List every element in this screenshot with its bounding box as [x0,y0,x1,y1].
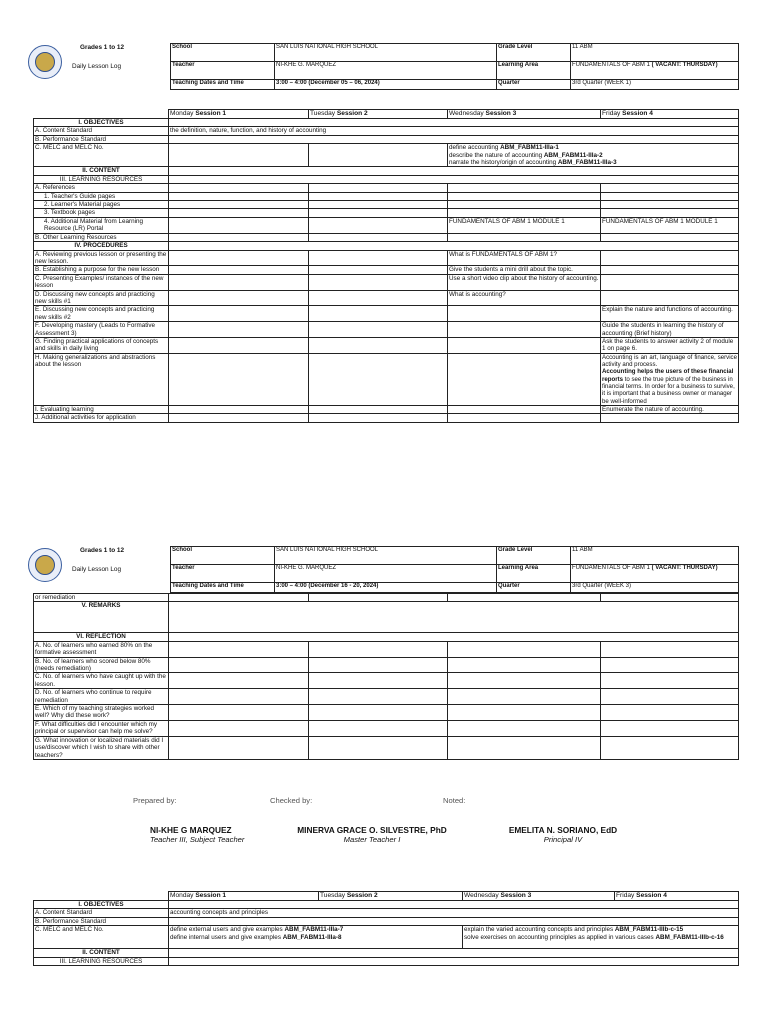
textbook-pages-label: 3. Textbook pages [34,209,169,217]
header-block-1 [24,43,738,87]
proc-f-fri: Guide the students in learning the history of accounting (Brief history) [601,322,739,338]
proc-i-label: I. Evaluating learning [34,405,169,413]
lm-pages-label: 2. Learner's Material pages [34,201,169,209]
monday-header: Monday Session 1 [169,892,319,901]
signatory-principal: EMELITA N. SORIANO, EdD Principal IV [508,825,618,844]
school-label: School [171,547,275,565]
signatory-master-teacher: MINERVA GRACE O. SILVESTRE, PhD Master Teacher I [297,825,447,844]
learning-area-name: FUNDAMENTALS OF ABM 1 [572,62,650,68]
melc-mon-tue-value: define external users and give examples ABM_FABM11-IIIa-7 define internal users and give examples ABM_FABM11-IIIa-8 [169,926,463,949]
dates-value: 3:00 – 4:00 (December 05 – 06, 2024) [275,80,497,90]
proc-h-label: H. Making generalizations and abstractions about the lesson [34,353,169,405]
content-standard-label: A. Content Standard [34,127,169,135]
refl-g-label: G. What innovation or localized materials did I use/discover which I wish to share with other teachers? [34,736,169,759]
learning-area-label: Learning Area [497,565,571,583]
grade-level-value: 11 ABM [571,547,739,565]
content-standard-label: A. Content Standard [34,909,169,917]
remediation-cont: or remediation [34,594,169,602]
content-standard-value: accounting concepts and principles [169,909,739,917]
procedures-heading: IV. PROCEDURES [34,242,169,250]
content-heading: II. CONTENT [34,949,169,957]
header-table-1 [170,43,739,90]
friday-header: Friday Session 4 [615,892,739,901]
lr-portal-label: 4. Additional Material from Learning Resource (LR) Portal [34,217,169,233]
quarter-label: Quarter [497,80,571,90]
learning-area-vacant: ( VACANT: THURSDAY) [651,62,718,68]
proc-b-label: B. Establishing a purpose for the new lesson [34,266,169,274]
tg-pages-label: 1. Teacher's Guide pages [34,192,169,200]
header-table-2 [170,546,739,593]
corner-cell [34,892,169,901]
proc-d-wed: What is accounting? [448,290,601,306]
deped-seal-icon [28,548,62,582]
school-value: SAN LUIS NATIONAL HIGH SCHOOL [275,547,497,565]
content-standard-value: the definition, nature, function, and history of accounting [169,127,739,135]
lr-portal-wed: FUNDAMENTALS OF ABM 1 MODULE 1 [448,217,601,233]
proc-c-wed: Use a short video clip about the history of accounting. [448,274,601,290]
proc-a-label: A. Reviewing previous lesson or presenting the new lesson. [34,250,169,266]
monday-header: Monday Session 1 [169,110,309,119]
learning-area-value: FUNDAMENTALS OF ABM 1 ( VACANT: THURSDAY) [571,565,739,583]
dates-label: Teaching Dates and Time [171,583,275,593]
proc-e-fri: Explain the nature and functions of accounting. [601,306,739,322]
tuesday-header: Tuesday Session 2 [309,110,448,119]
teacher-value: NI-KHE G. MARQUEZ [275,62,497,80]
wednesday-header: Wednesday Session 3 [463,892,615,901]
remarks-heading: V. REMARKS [34,602,169,633]
dates-label: Teaching Dates and Time [171,80,275,90]
proc-e-label: E. Discussing new concepts and practicing new skills #2 [34,306,169,322]
performance-standard-label: B. Performance Standard [34,917,169,925]
grades-label: Grades 1 to 12 [80,44,125,51]
performance-standard-label: B. Performance Standard [34,135,169,143]
proc-c-label: C. Presenting Examples/ instances of the new lesson [34,274,169,290]
noted-label: Noted: [443,796,466,805]
log-title: Daily Lesson Log [72,63,122,70]
signature-block [0,796,768,846]
melc-week1-value: define accounting ABM_FABM11-IIIa-1 describe the nature of accounting ABM_FABM11-IIIa-2 narrate the history/origin of accounting ABM_FABM11-IIIa-3 [448,144,739,167]
school-value: SAN LUIS NATIONAL HIGH SCHOOL [275,44,497,62]
refl-f-label: F. What difficulties did I encounter which my principal or supervisor can help me solve? [34,720,169,736]
learning-area-value [571,62,739,80]
tuesday-header: Tuesday Session 2 [319,892,463,901]
proc-i-fri: Enumerate the nature of accounting. [601,405,739,413]
learning-resources-heading: III. LEARNING RESOURCES [34,175,169,183]
quarter-value: 3rd Quarter (WEEK 1) [571,80,739,90]
melc-label: C. MELC and MELC No. [34,926,169,949]
proc-g-label: G. Finding practical applications of concepts and skills in daily living [34,337,169,353]
grade-level-value: 11 ABM [571,44,739,62]
melc-label: C. MELC and MELC No. [34,144,169,167]
refl-b-label: B. No. of learners who scored below 80% (needs remediation) [34,657,169,673]
teacher-value: NI-KHE G. MARQUEZ [275,565,497,583]
content-heading: II. CONTENT [34,167,169,175]
refl-e-label: E. Which of my teaching strategies worked well? Why did these work? [34,705,169,721]
dates-value: 3:00 – 4:00 (December 16 - 20, 2024) [275,583,497,593]
proc-d-label: D. Discussing new concepts and practicing new skills #1 [34,290,169,306]
grades-label: Grades 1 to 12 [80,547,125,554]
teacher-label: Teacher [171,565,275,583]
objectives-heading: I. OBJECTIVES [34,901,169,909]
grade-level-label: Grade Level [497,547,571,565]
refl-a-label: A. No. of learners who earned 80% on the formative assessment [34,641,169,657]
grade-level-label: Grade Level [497,44,571,62]
lr-portal-fri: FUNDAMENTALS OF ABM 1 MODULE 1 [601,217,739,233]
proc-b-wed: Give the students a mini drill about the topic. [448,266,601,274]
school-label: School [171,44,275,62]
objectives-heading: I. OBJECTIVES [34,119,169,127]
reflection-heading: VI. REFLECTION [34,633,169,641]
melc-wed-fri-value: explain the varied accounting concepts and principles ABM_FABM11-IIIb-c-15 solve exercises on accounting principles as applied in various cases ABM_FABM11-IIIb-c-16 [463,926,739,949]
prepared-by-label: Prepared by: [133,796,177,805]
lesson-table-week3 [33,891,739,966]
log-title: Daily Lesson Log [72,566,122,573]
learning-resources-heading: III. LEARNING RESOURCES [34,957,169,965]
quarter-value: 3rd Quarter (WEEK 3) [571,583,739,593]
friday-header: Friday Session 4 [601,110,739,119]
references-label: A. References [34,184,169,192]
refl-d-label: D. No. of learners who continue to require remediation [34,689,169,705]
checked-by-label: Checked by: [270,796,313,805]
signatory-teacher: NI-KHE G MARQUEZ Teacher III, Subject Teacher [150,825,245,844]
lesson-table-week1 [33,109,739,423]
proc-f-label: F. Developing mastery (Leads to Formative Assessment 3) [34,322,169,338]
refl-c-label: C. No. of learners who have caught up with the lesson. [34,673,169,689]
deped-seal-icon [28,45,62,79]
corner-cell [34,110,169,119]
proc-g-fri: Ask the students to answer activity 2 of module 1 on page 6. [601,337,739,353]
wednesday-header: Wednesday Session 3 [448,110,601,119]
quarter-label: Quarter [497,583,571,593]
proc-j-label: J. Additional activities for application [34,414,169,422]
teacher-label: Teacher [171,62,275,80]
learning-area-label: Learning Area [497,62,571,80]
other-resources-label: B. Other Learning Resources [34,233,169,241]
header-block-2 [24,546,738,596]
reflection-table [33,593,739,760]
proc-a-wed: What is FUNDAMENTALS OF ABM 1? [448,250,601,266]
proc-h-fri: Accounting is an art, language of finance, service activity and process. Accounting helps the users of these financial reports to see the true picture of the business in financial terms. In order for a business to survive, it is important that a business owner or manager be well-informed [602,353,737,405]
